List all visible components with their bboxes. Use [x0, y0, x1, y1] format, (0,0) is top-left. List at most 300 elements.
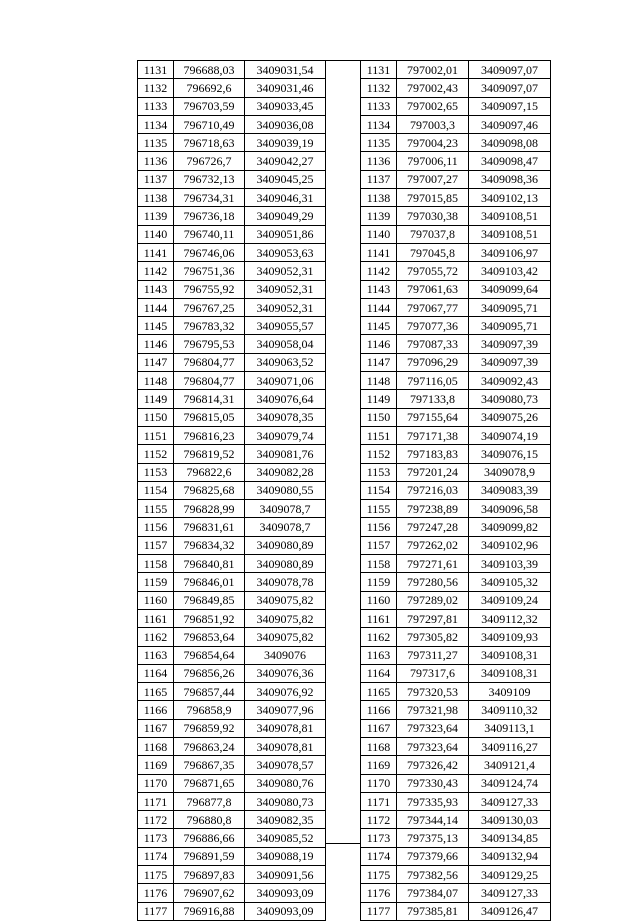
point-number-cell: 1153	[138, 463, 174, 481]
x-coordinate-cell: 796804,77	[174, 372, 245, 390]
y-coordinate-cell: 3409129,25	[469, 866, 551, 884]
point-number-cell: 1160	[361, 591, 397, 609]
y-coordinate-cell: 3409075,82	[245, 628, 326, 646]
table-row	[138, 463, 326, 481]
x-coordinate-cell: 797061,63	[397, 280, 469, 298]
x-coordinate-cell: 796880,8	[174, 811, 245, 829]
point-number-cell: 1167	[138, 719, 174, 737]
table-row	[361, 298, 551, 316]
x-coordinate-cell: 796783,32	[174, 317, 245, 335]
x-coordinate-cell: 797384,07	[397, 884, 469, 902]
point-number-cell: 1164	[138, 664, 174, 682]
point-number-cell: 1133	[361, 97, 397, 115]
point-number-cell: 1166	[361, 701, 397, 719]
point-number-cell: 1168	[361, 737, 397, 755]
table-row	[361, 97, 551, 115]
y-coordinate-cell: 3409076,36	[245, 664, 326, 682]
point-number-cell: 1158	[361, 555, 397, 573]
x-coordinate-cell: 797311,27	[397, 646, 469, 664]
y-coordinate-cell: 3409042,27	[245, 152, 326, 170]
table-row	[138, 701, 326, 719]
y-coordinate-cell: 3409055,57	[245, 317, 326, 335]
table-row	[138, 719, 326, 737]
point-number-cell: 1145	[361, 317, 397, 335]
y-coordinate-cell: 3409098,08	[469, 134, 551, 152]
table-row	[361, 609, 551, 627]
x-coordinate-cell: 797271,61	[397, 555, 469, 573]
table-row	[361, 353, 551, 371]
x-coordinate-cell: 797183,83	[397, 445, 469, 463]
table-row	[361, 280, 551, 298]
y-coordinate-cell: 3409082,28	[245, 463, 326, 481]
point-number-cell: 1146	[138, 335, 174, 353]
point-number-cell: 1146	[361, 335, 397, 353]
table-row	[361, 390, 551, 408]
x-coordinate-cell: 797344,14	[397, 811, 469, 829]
x-coordinate-cell: 796718,63	[174, 134, 245, 152]
y-coordinate-cell: 3409078,78	[245, 573, 326, 591]
x-coordinate-cell: 796858,9	[174, 701, 245, 719]
table-row	[361, 518, 551, 536]
table-row	[361, 463, 551, 481]
y-coordinate-cell: 3409075,82	[245, 591, 326, 609]
table-row	[361, 573, 551, 591]
point-number-cell: 1165	[138, 683, 174, 701]
y-coordinate-cell: 3409080,76	[245, 774, 326, 792]
y-coordinate-cell: 3409080,73	[245, 792, 326, 810]
point-number-cell: 1147	[138, 353, 174, 371]
x-coordinate-cell: 796814,31	[174, 390, 245, 408]
y-coordinate-cell: 3409081,76	[245, 445, 326, 463]
x-coordinate-cell: 797015,85	[397, 189, 469, 207]
x-coordinate-cell: 797375,13	[397, 829, 469, 847]
x-coordinate-cell: 796856,26	[174, 664, 245, 682]
table-row	[361, 115, 551, 133]
point-number-cell: 1151	[361, 426, 397, 444]
table-row	[361, 170, 551, 188]
point-number-cell: 1164	[361, 664, 397, 682]
point-number-cell: 1173	[138, 829, 174, 847]
point-number-cell: 1174	[361, 847, 397, 865]
table-row	[361, 866, 551, 884]
table-row	[361, 756, 551, 774]
column-gap	[325, 60, 360, 844]
y-coordinate-cell: 3409076,92	[245, 683, 326, 701]
point-number-cell: 1134	[361, 115, 397, 133]
y-coordinate-cell: 3409083,39	[469, 481, 551, 499]
table-row	[361, 628, 551, 646]
y-coordinate-cell: 3409097,46	[469, 115, 551, 133]
table-row	[138, 518, 326, 536]
y-coordinate-cell: 3409031,46	[245, 79, 326, 97]
point-number-cell: 1153	[361, 463, 397, 481]
x-coordinate-cell: 797006,11	[397, 152, 469, 170]
table-row	[361, 445, 551, 463]
point-number-cell: 1157	[361, 536, 397, 554]
table-row	[138, 811, 326, 829]
x-coordinate-cell: 797037,8	[397, 225, 469, 243]
y-coordinate-cell: 3409134,85	[469, 829, 551, 847]
y-coordinate-cell: 3409109,93	[469, 628, 551, 646]
x-coordinate-cell: 796746,06	[174, 243, 245, 261]
y-coordinate-cell: 3409075,82	[245, 609, 326, 627]
y-coordinate-cell: 3409080,89	[245, 555, 326, 573]
y-coordinate-cell: 3409049,29	[245, 207, 326, 225]
y-coordinate-cell: 3409080,55	[245, 481, 326, 499]
table-row	[138, 609, 326, 627]
point-number-cell: 1138	[138, 189, 174, 207]
table-row	[138, 353, 326, 371]
x-coordinate-cell: 797004,23	[397, 134, 469, 152]
y-coordinate-cell: 3409108,31	[469, 664, 551, 682]
x-coordinate-cell: 796726,7	[174, 152, 245, 170]
y-coordinate-cell: 3409052,31	[245, 280, 326, 298]
point-number-cell: 1154	[138, 481, 174, 499]
y-coordinate-cell: 3409132,94	[469, 847, 551, 865]
x-coordinate-cell: 797216,03	[397, 481, 469, 499]
x-coordinate-cell: 797385,81	[397, 902, 469, 920]
y-coordinate-cell: 3409108,31	[469, 646, 551, 664]
x-coordinate-cell: 796734,31	[174, 189, 245, 207]
y-coordinate-cell: 3409031,54	[245, 61, 326, 79]
y-coordinate-cell: 3409099,82	[469, 518, 551, 536]
x-coordinate-cell: 797096,29	[397, 353, 469, 371]
table-row	[361, 701, 551, 719]
point-number-cell: 1141	[361, 243, 397, 261]
point-number-cell: 1148	[361, 372, 397, 390]
y-coordinate-cell: 3409124,74	[469, 774, 551, 792]
table-row	[361, 884, 551, 902]
point-number-cell: 1162	[361, 628, 397, 646]
table-row	[361, 152, 551, 170]
table-row	[138, 426, 326, 444]
y-coordinate-cell: 3409078,9	[469, 463, 551, 481]
table-row	[138, 884, 326, 902]
point-number-cell: 1149	[138, 390, 174, 408]
point-number-cell: 1170	[138, 774, 174, 792]
y-coordinate-cell: 3409052,31	[245, 262, 326, 280]
table-row	[138, 207, 326, 225]
x-coordinate-cell: 796804,77	[174, 353, 245, 371]
point-number-cell: 1154	[361, 481, 397, 499]
table-row	[138, 115, 326, 133]
y-coordinate-cell: 3409097,39	[469, 353, 551, 371]
table-row	[361, 243, 551, 261]
y-coordinate-cell: 3409058,04	[245, 335, 326, 353]
table-row	[361, 719, 551, 737]
x-coordinate-cell: 796736,18	[174, 207, 245, 225]
table-row	[361, 79, 551, 97]
point-number-cell: 1175	[138, 866, 174, 884]
x-coordinate-cell: 796886,66	[174, 829, 245, 847]
table-row	[361, 335, 551, 353]
table-row	[138, 390, 326, 408]
x-coordinate-cell: 796916,88	[174, 902, 245, 920]
y-coordinate-cell: 3409092,43	[469, 372, 551, 390]
y-coordinate-cell: 3409108,51	[469, 207, 551, 225]
x-coordinate-cell: 797330,43	[397, 774, 469, 792]
point-number-cell: 1137	[138, 170, 174, 188]
x-coordinate-cell: 797116,05	[397, 372, 469, 390]
y-coordinate-cell: 3409078,81	[245, 737, 326, 755]
table-row	[138, 481, 326, 499]
y-coordinate-cell: 3409085,52	[245, 829, 326, 847]
y-coordinate-cell: 3409106,97	[469, 243, 551, 261]
point-number-cell: 1142	[361, 262, 397, 280]
y-coordinate-cell: 3409113,1	[469, 719, 551, 737]
y-coordinate-cell: 3409053,63	[245, 243, 326, 261]
point-number-cell: 1131	[138, 61, 174, 79]
table-row	[361, 61, 551, 79]
point-number-cell: 1135	[138, 134, 174, 152]
y-coordinate-cell: 3409078,81	[245, 719, 326, 737]
point-number-cell: 1169	[361, 756, 397, 774]
x-coordinate-cell: 796846,01	[174, 573, 245, 591]
y-coordinate-cell: 3409116,27	[469, 737, 551, 755]
table-row	[361, 189, 551, 207]
y-coordinate-cell: 3409075,26	[469, 408, 551, 426]
point-number-cell: 1151	[138, 426, 174, 444]
y-coordinate-cell: 3409033,45	[245, 97, 326, 115]
point-number-cell: 1172	[138, 811, 174, 829]
table-row	[138, 79, 326, 97]
table-row	[138, 866, 326, 884]
x-coordinate-cell: 796871,65	[174, 774, 245, 792]
y-coordinate-cell: 3409130,03	[469, 811, 551, 829]
point-number-cell: 1162	[138, 628, 174, 646]
x-coordinate-cell: 797379,66	[397, 847, 469, 865]
x-coordinate-cell: 797003,3	[397, 115, 469, 133]
y-coordinate-cell: 3409052,31	[245, 298, 326, 316]
point-number-cell: 1138	[361, 189, 397, 207]
x-coordinate-cell: 797133,8	[397, 390, 469, 408]
table-row	[361, 134, 551, 152]
x-coordinate-cell: 796819,52	[174, 445, 245, 463]
x-coordinate-cell: 796751,36	[174, 262, 245, 280]
table-row	[361, 555, 551, 573]
point-number-cell: 1171	[361, 792, 397, 810]
table-row	[138, 335, 326, 353]
point-number-cell: 1144	[138, 298, 174, 316]
x-coordinate-cell: 796840,81	[174, 555, 245, 573]
point-number-cell: 1163	[361, 646, 397, 664]
point-number-cell: 1137	[361, 170, 397, 188]
table-row	[361, 225, 551, 243]
table-row	[361, 207, 551, 225]
point-number-cell: 1147	[361, 353, 397, 371]
point-number-cell: 1133	[138, 97, 174, 115]
table-row	[138, 317, 326, 335]
point-number-cell: 1139	[138, 207, 174, 225]
point-number-cell: 1171	[138, 792, 174, 810]
table-row	[138, 280, 326, 298]
y-coordinate-cell: 3409095,71	[469, 298, 551, 316]
x-coordinate-cell: 797262,02	[397, 536, 469, 554]
y-coordinate-cell: 3409036,08	[245, 115, 326, 133]
x-coordinate-cell: 797045,8	[397, 243, 469, 261]
table-row	[138, 61, 326, 79]
x-coordinate-cell: 796703,59	[174, 97, 245, 115]
y-coordinate-cell: 3409088,19	[245, 847, 326, 865]
x-coordinate-cell: 797323,64	[397, 737, 469, 755]
x-coordinate-cell: 797305,82	[397, 628, 469, 646]
y-coordinate-cell: 3409080,73	[469, 390, 551, 408]
table-row	[361, 591, 551, 609]
x-coordinate-cell: 796710,49	[174, 115, 245, 133]
point-number-cell: 1131	[361, 61, 397, 79]
x-coordinate-cell: 796859,92	[174, 719, 245, 737]
x-coordinate-cell: 796831,61	[174, 518, 245, 536]
x-coordinate-cell: 796907,62	[174, 884, 245, 902]
coordinates-table-right	[360, 60, 551, 921]
y-coordinate-cell: 3409039,19	[245, 134, 326, 152]
y-coordinate-cell: 3409127,33	[469, 792, 551, 810]
x-coordinate-cell: 797320,53	[397, 683, 469, 701]
table-row	[138, 536, 326, 554]
table-row	[361, 536, 551, 554]
y-coordinate-cell: 3409076,15	[469, 445, 551, 463]
x-coordinate-cell: 797155,64	[397, 408, 469, 426]
x-coordinate-cell: 797289,02	[397, 591, 469, 609]
x-coordinate-cell: 796740,11	[174, 225, 245, 243]
x-coordinate-cell: 796795,53	[174, 335, 245, 353]
point-number-cell: 1165	[361, 683, 397, 701]
table-row	[361, 262, 551, 280]
point-number-cell: 1140	[138, 225, 174, 243]
y-coordinate-cell: 3409112,32	[469, 609, 551, 627]
table-row	[138, 683, 326, 701]
point-number-cell: 1175	[361, 866, 397, 884]
table-row	[138, 372, 326, 390]
table-row	[361, 774, 551, 792]
point-number-cell: 1132	[361, 79, 397, 97]
y-coordinate-cell: 3409078,57	[245, 756, 326, 774]
point-number-cell: 1152	[361, 445, 397, 463]
point-number-cell: 1156	[138, 518, 174, 536]
point-number-cell: 1160	[138, 591, 174, 609]
x-coordinate-cell: 797326,42	[397, 756, 469, 774]
x-coordinate-cell: 797007,27	[397, 170, 469, 188]
y-coordinate-cell: 3409098,47	[469, 152, 551, 170]
y-coordinate-cell: 3409098,36	[469, 170, 551, 188]
x-coordinate-cell: 796688,03	[174, 61, 245, 79]
point-number-cell: 1167	[361, 719, 397, 737]
point-number-cell: 1136	[361, 152, 397, 170]
y-coordinate-cell: 3409078,7	[245, 518, 326, 536]
table-row	[138, 573, 326, 591]
point-number-cell: 1176	[361, 884, 397, 902]
table-row	[138, 646, 326, 664]
y-coordinate-cell: 3409105,32	[469, 573, 551, 591]
point-number-cell: 1155	[138, 500, 174, 518]
point-number-cell: 1158	[138, 555, 174, 573]
y-coordinate-cell: 3409102,13	[469, 189, 551, 207]
table-row	[361, 792, 551, 810]
x-coordinate-cell: 796877,8	[174, 792, 245, 810]
table-row	[138, 756, 326, 774]
y-coordinate-cell: 3409102,96	[469, 536, 551, 554]
y-coordinate-cell: 3409074,19	[469, 426, 551, 444]
x-coordinate-cell: 796816,23	[174, 426, 245, 444]
point-number-cell: 1172	[361, 811, 397, 829]
point-number-cell: 1177	[361, 902, 397, 920]
x-coordinate-cell: 797280,56	[397, 573, 469, 591]
y-coordinate-cell: 3409078,35	[245, 408, 326, 426]
point-number-cell: 1161	[361, 609, 397, 627]
point-number-cell: 1163	[138, 646, 174, 664]
y-coordinate-cell: 3409095,71	[469, 317, 551, 335]
x-coordinate-cell: 796857,44	[174, 683, 245, 701]
y-coordinate-cell: 3409103,39	[469, 555, 551, 573]
y-coordinate-cell: 3409082,35	[245, 811, 326, 829]
point-number-cell: 1152	[138, 445, 174, 463]
x-coordinate-cell: 796863,24	[174, 737, 245, 755]
y-coordinate-cell: 3409077,96	[245, 701, 326, 719]
y-coordinate-cell: 3409051,86	[245, 225, 326, 243]
y-coordinate-cell: 3409121,4	[469, 756, 551, 774]
point-number-cell: 1134	[138, 115, 174, 133]
table-row	[138, 500, 326, 518]
y-coordinate-cell: 3409045,25	[245, 170, 326, 188]
point-number-cell: 1143	[138, 280, 174, 298]
x-coordinate-cell: 796851,92	[174, 609, 245, 627]
x-coordinate-cell: 796854,64	[174, 646, 245, 664]
table-row	[138, 225, 326, 243]
x-coordinate-cell: 796825,68	[174, 481, 245, 499]
table-row	[138, 792, 326, 810]
y-coordinate-cell: 3409091,56	[245, 866, 326, 884]
x-coordinate-cell: 797002,43	[397, 79, 469, 97]
table-row	[138, 170, 326, 188]
table-row	[138, 829, 326, 847]
point-number-cell: 1159	[361, 573, 397, 591]
x-coordinate-cell: 797077,36	[397, 317, 469, 335]
table-row	[138, 134, 326, 152]
x-coordinate-cell: 797297,81	[397, 609, 469, 627]
y-coordinate-cell: 3409096,58	[469, 500, 551, 518]
table-row	[138, 555, 326, 573]
table-row	[361, 372, 551, 390]
x-coordinate-cell: 796891,59	[174, 847, 245, 865]
y-coordinate-cell: 3409046,31	[245, 189, 326, 207]
table-row	[361, 737, 551, 755]
table-row	[138, 298, 326, 316]
point-number-cell: 1139	[361, 207, 397, 225]
y-coordinate-cell: 3409071,06	[245, 372, 326, 390]
x-coordinate-cell: 797171,38	[397, 426, 469, 444]
x-coordinate-cell: 796834,32	[174, 536, 245, 554]
y-coordinate-cell: 3409109,24	[469, 591, 551, 609]
x-coordinate-cell: 796867,35	[174, 756, 245, 774]
point-number-cell: 1176	[138, 884, 174, 902]
point-number-cell: 1174	[138, 847, 174, 865]
x-coordinate-cell: 796822,6	[174, 463, 245, 481]
x-coordinate-cell: 796815,05	[174, 408, 245, 426]
x-coordinate-cell: 796897,83	[174, 866, 245, 884]
table-row	[138, 737, 326, 755]
y-coordinate-cell: 3409108,51	[469, 225, 551, 243]
point-number-cell: 1173	[361, 829, 397, 847]
y-coordinate-cell: 3409093,09	[245, 884, 326, 902]
point-number-cell: 1141	[138, 243, 174, 261]
point-number-cell: 1150	[361, 408, 397, 426]
point-number-cell: 1149	[361, 390, 397, 408]
x-coordinate-cell: 796767,25	[174, 298, 245, 316]
y-coordinate-cell: 3409103,42	[469, 262, 551, 280]
point-number-cell: 1157	[138, 536, 174, 554]
point-number-cell: 1169	[138, 756, 174, 774]
x-coordinate-cell: 797321,98	[397, 701, 469, 719]
